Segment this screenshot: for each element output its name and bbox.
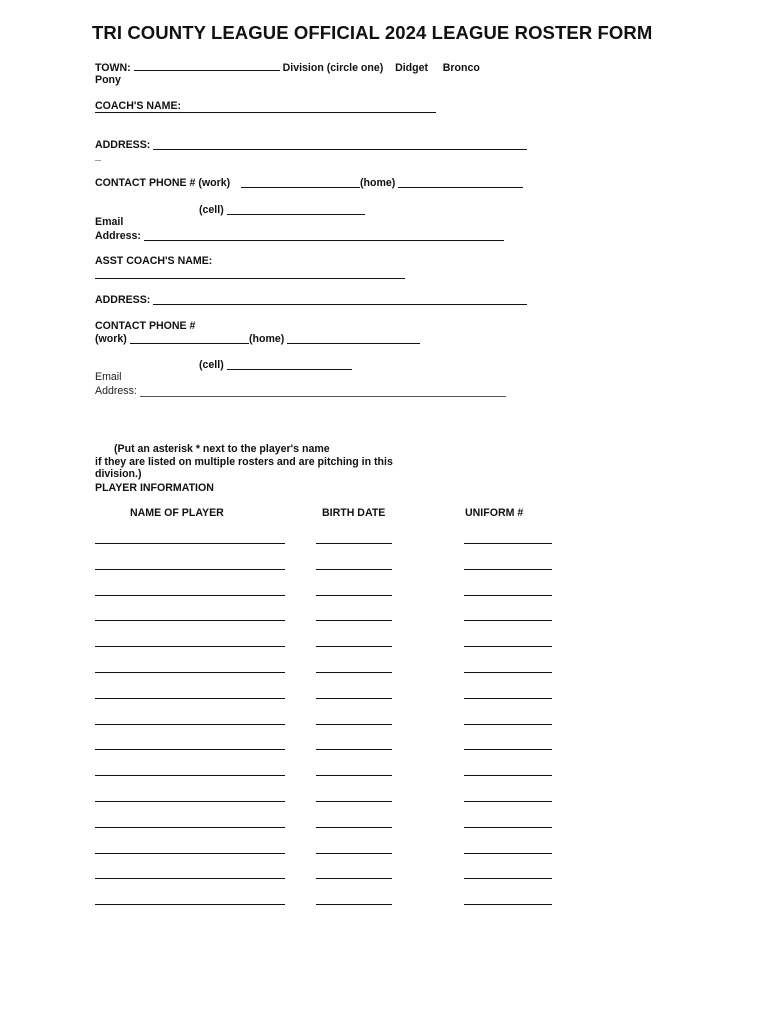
asst-coach-email-label: Email xyxy=(95,371,122,383)
division-option-pony[interactable]: Pony xyxy=(95,74,121,86)
player-birth-date-field[interactable] xyxy=(316,801,392,802)
town-row xyxy=(95,61,480,74)
player-uniform-field[interactable] xyxy=(464,827,552,828)
coach-name-field[interactable] xyxy=(95,112,436,113)
player-name-field[interactable] xyxy=(95,904,285,905)
player-uniform-field[interactable] xyxy=(464,749,552,750)
coach-phone-work-label: CONTACT PHONE # (work) xyxy=(95,177,231,189)
player-name-field[interactable] xyxy=(95,595,285,596)
town-field[interactable] xyxy=(134,61,280,71)
player-birth-date-field[interactable] xyxy=(316,878,392,879)
coach-phone-home-label: (home) xyxy=(360,177,396,189)
player-birth-date-field[interactable] xyxy=(316,853,392,854)
player-name-field[interactable] xyxy=(95,698,285,699)
player-uniform-field[interactable] xyxy=(464,646,552,647)
coach-phone-home-field[interactable] xyxy=(398,187,523,188)
coach-phone-work-field[interactable] xyxy=(241,187,360,188)
asst-coach-phone-work-label: (work) xyxy=(95,333,127,345)
asst-coach-email-field[interactable] xyxy=(140,396,506,397)
player-name-field[interactable] xyxy=(95,646,285,647)
asst-coach-phone-work-field[interactable] xyxy=(130,343,249,344)
player-uniform-field[interactable] xyxy=(464,775,552,776)
player-name-field[interactable] xyxy=(95,853,285,854)
player-birth-date-field[interactable] xyxy=(316,749,392,750)
asst-coach-phone-home-label: (home) xyxy=(249,333,285,345)
col-header-name: NAME OF PLAYER xyxy=(130,507,224,519)
coach-email-label: Email xyxy=(95,216,124,228)
col-header-uniform: UNIFORM # xyxy=(465,507,524,519)
player-name-field[interactable] xyxy=(95,801,285,802)
form-title: TRI COUNTY LEAGUE OFFICIAL 2024 LEAGUE ROSTER FORM xyxy=(92,22,653,43)
player-birth-date-field[interactable] xyxy=(316,904,392,905)
player-uniform-field[interactable] xyxy=(464,698,552,699)
note-line-1: (Put an asterisk * next to the player's name xyxy=(114,443,330,455)
player-birth-date-field[interactable] xyxy=(316,646,392,647)
player-uniform-field[interactable] xyxy=(464,543,552,544)
player-uniform-field[interactable] xyxy=(464,595,552,596)
player-birth-date-field[interactable] xyxy=(316,724,392,725)
division-option-bronco[interactable]: Bronco xyxy=(442,62,480,74)
coach-address-label: ADDRESS: xyxy=(95,139,151,151)
town-label: TOWN: xyxy=(95,62,131,74)
player-name-field[interactable] xyxy=(95,775,285,776)
asst-coach-address-label: ADDRESS: xyxy=(95,294,151,306)
player-name-field[interactable] xyxy=(95,543,285,544)
player-name-field[interactable] xyxy=(95,672,285,673)
asst-coach-address-field[interactable] xyxy=(153,304,527,305)
asst-coach-phone-label: CONTACT PHONE # xyxy=(95,320,196,332)
coach-email-field[interactable] xyxy=(144,240,504,241)
coach-name-label: COACH'S NAME: xyxy=(95,100,182,112)
asst-coach-name-label: ASST COACH'S NAME: xyxy=(95,255,213,267)
note-line-3: division.) xyxy=(95,468,142,480)
player-uniform-field[interactable] xyxy=(464,878,552,879)
player-uniform-field[interactable] xyxy=(464,569,552,570)
player-uniform-field[interactable] xyxy=(464,620,552,621)
player-uniform-field[interactable] xyxy=(464,904,552,905)
player-birth-date-field[interactable] xyxy=(316,620,392,621)
player-birth-date-field[interactable] xyxy=(316,775,392,776)
player-uniform-field[interactable] xyxy=(464,853,552,854)
coach-email-label-2: Address: xyxy=(95,230,141,242)
player-birth-date-field[interactable] xyxy=(316,595,392,596)
player-birth-date-field[interactable] xyxy=(316,543,392,544)
division-option-didget[interactable]: Didget xyxy=(395,62,429,74)
coach-address-wrap: _ xyxy=(95,150,101,162)
note-line-2: if they are listed on multiple rosters and are pitching in this xyxy=(95,456,393,468)
asst-coach-email-label-2: Address: xyxy=(95,385,137,397)
player-uniform-field[interactable] xyxy=(464,724,552,725)
player-birth-date-field[interactable] xyxy=(316,672,392,673)
col-header-birth-date: BIRTH DATE xyxy=(322,507,386,519)
player-name-field[interactable] xyxy=(95,827,285,828)
player-name-field[interactable] xyxy=(95,878,285,879)
player-birth-date-field[interactable] xyxy=(316,569,392,570)
player-name-field[interactable] xyxy=(95,620,285,621)
player-name-field[interactable] xyxy=(95,724,285,725)
player-info-heading: PLAYER INFORMATION xyxy=(95,482,214,494)
player-uniform-field[interactable] xyxy=(464,801,552,802)
asst-coach-name-field[interactable] xyxy=(95,278,405,279)
coach-phone-cell-field[interactable] xyxy=(227,214,365,215)
coach-phone-cell-label: (cell) xyxy=(199,204,224,216)
player-birth-date-field[interactable] xyxy=(316,827,392,828)
asst-coach-phone-cell-label: (cell) xyxy=(199,359,224,371)
coach-address-field[interactable] xyxy=(153,149,527,150)
division-label: Division (circle one) xyxy=(282,62,384,74)
player-birth-date-field[interactable] xyxy=(316,698,392,699)
player-name-field[interactable] xyxy=(95,749,285,750)
asst-coach-phone-cell-field[interactable] xyxy=(227,369,352,370)
asst-coach-phone-home-field[interactable] xyxy=(287,343,420,344)
player-name-field[interactable] xyxy=(95,569,285,570)
player-uniform-field[interactable] xyxy=(464,672,552,673)
